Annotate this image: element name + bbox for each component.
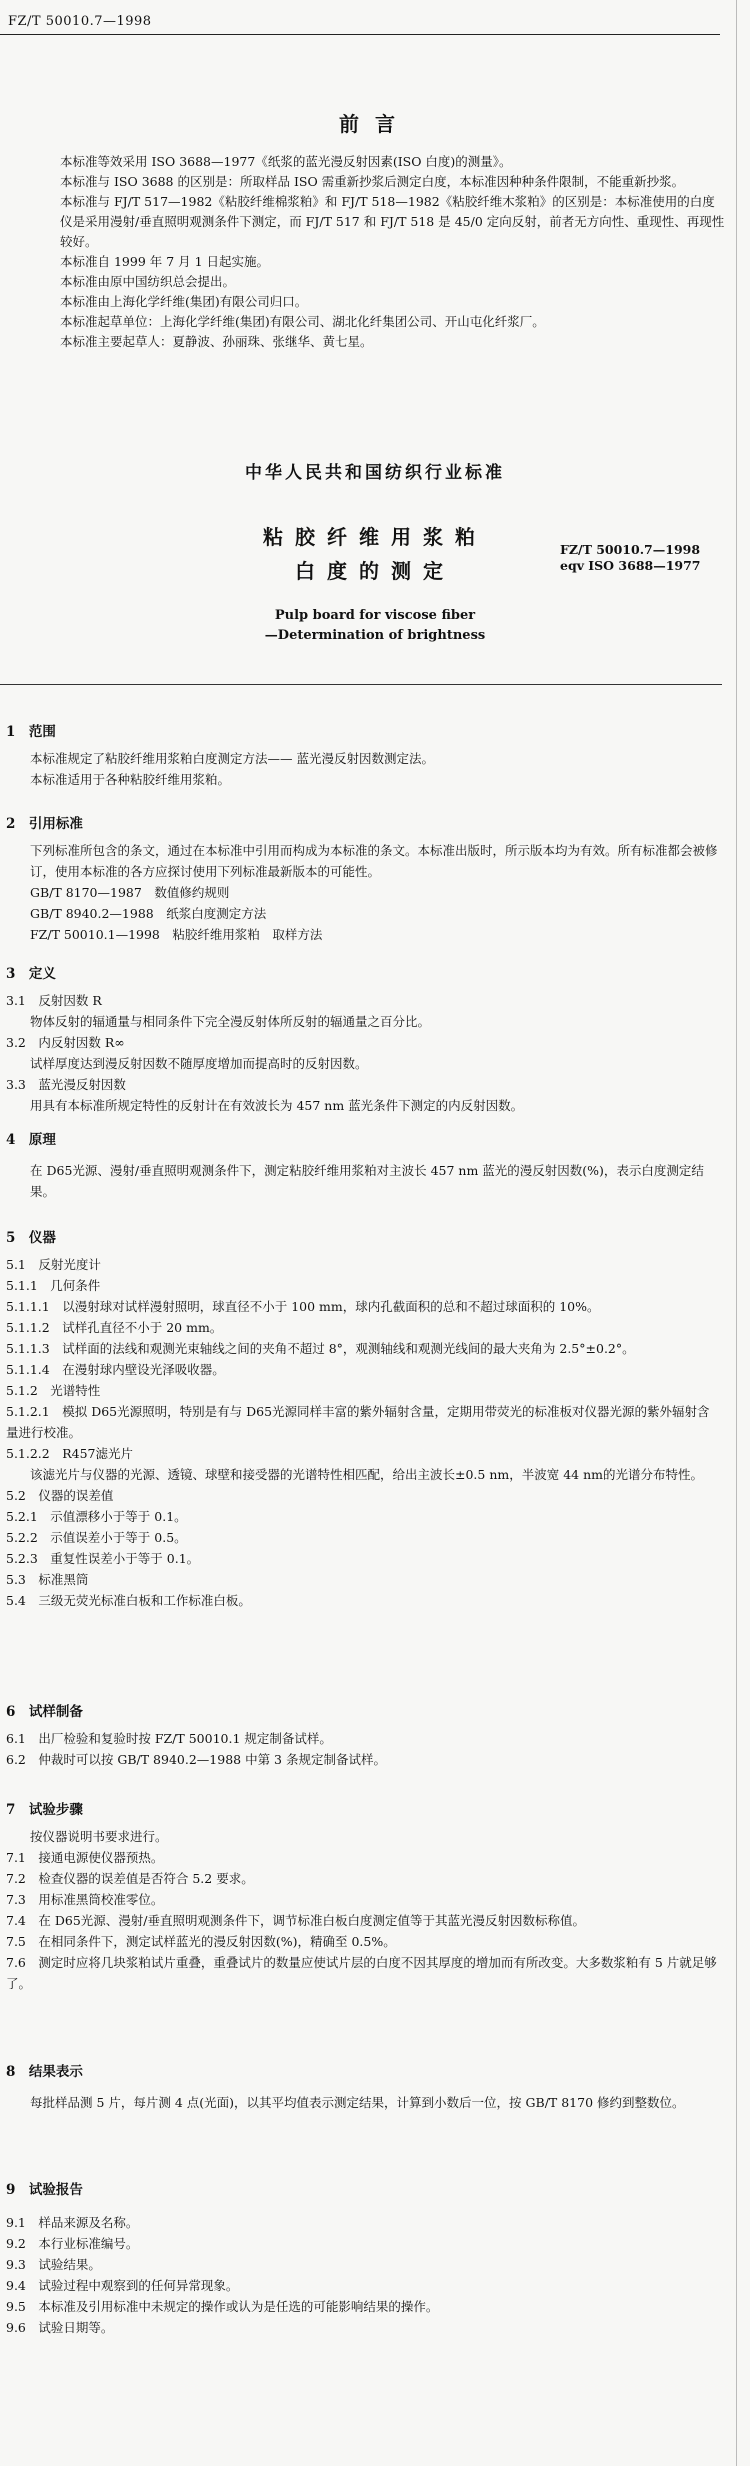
clause-item: 5.1.2.1 模拟 D65光源照明，特别是有与 D65光源同样丰富的紫外辐射含量，定期用带荧光的标准板对仪器光源的紫外辐射含量进行校准。 <box>6 1404 710 1440</box>
section-2-heading: 2 引用标准 <box>6 816 83 832</box>
title-cn-line1: 粘胶纤维用浆粕 <box>263 525 487 549</box>
section-3-heading: 3 定义 <box>6 966 56 982</box>
title-en-line1: Pulp board for viscose fiber <box>274 608 476 623</box>
clause-item: 5.2.1 示值漂移小于等于 0.1。 <box>6 1509 187 1524</box>
standard-code-block <box>560 542 701 574</box>
section-3-body <box>6 990 721 1116</box>
clause-item: 9.6 试验日期等。 <box>6 2320 114 2335</box>
clause-item: 5.1.1.4 在漫射球内壁设光泽吸收器。 <box>6 1362 225 1377</box>
clause-heading: 5.1.2 光谱特性 <box>6 1383 101 1398</box>
section-paragraph: 下列标准所包含的条文，通过在本标准中引用而构成为本标准的条文。本标准出版时，所示版本均为有效。所有标准都会被修订，使用本标准的各方应探讨使用下列标准最新版本的可能性。 <box>30 843 718 879</box>
section-7-heading: 7 试验步骤 <box>6 1802 83 1818</box>
section-1-heading: 1 范围 <box>6 724 56 740</box>
preface-body <box>36 152 726 352</box>
clause-heading: 5.1 反射光度计 <box>6 1257 101 1272</box>
clause-heading: 5.1.1 几何条件 <box>6 1278 101 1293</box>
clause-item: 5.2.3 重复性误差小于等于 0.1。 <box>6 1551 200 1566</box>
section-8-body <box>6 2092 721 2113</box>
clause-item: 9.4 试验过程中观察到的任何异常现象。 <box>6 2278 239 2293</box>
standard-title-en <box>0 606 750 646</box>
section-6-heading: 6 试样制备 <box>6 1704 83 1720</box>
section-8-heading: 8 结果表示 <box>6 2064 83 2080</box>
clause-item: 7.3 用标准黑筒校准零位。 <box>6 1892 164 1907</box>
section-5-heading: 5 仪器 <box>6 1230 56 1246</box>
preface-paragraph: 本标准等效采用 ISO 3688—1977《纸浆的蓝光漫反射因素(ISO 白度)的测量》。 <box>60 154 512 169</box>
section-2-body <box>6 840 721 945</box>
section-5-body <box>6 1254 721 1611</box>
reference-item: GB/T 8170—1987 数值修约规则 <box>30 885 230 900</box>
reference-item: FZ/T 50010.1—1998 粘胶纤维用浆粕 取样方法 <box>30 927 323 942</box>
clause-item: 7.4 在 D65光源、漫射/垂直照明观测条件下，调节标准白板白度测定值等于其蓝光漫反射因数标称值。 <box>6 1913 585 1928</box>
section-9-body <box>6 2212 721 2338</box>
clause-item: 5.1.1.3 试样面的法线和观测光束轴线之间的夹角不超过 8°，观测轴线和观测光线间的最大夹角为 2.5°±0.2°。 <box>6 1341 635 1356</box>
section-paragraph: 本标准规定了粘胶纤维用浆粕白度测定方法—— 蓝光漫反射因数测定法。 <box>30 751 434 766</box>
preface-paragraph: 本标准起草单位：上海化学纤维(集团)有限公司、湖北化纤集团公司、开山屯化纤浆厂。 <box>60 314 545 329</box>
clause-heading: 5.3 标准黑筒 <box>6 1572 89 1587</box>
section-paragraph: 该滤光片与仪器的光源、透镜、球壁和接受器的光谱特性相匹配，给出主波长±0.5 nm，半波宽 44 nm的光谱分布特性。 <box>30 1467 703 1482</box>
section-7-body <box>6 1826 721 1994</box>
clause-item: 7.6 测定时应将几块浆粕试片重叠，重叠试片的数量应使试片层的白度不因其厚度的增加而有所改变。大多数浆粕有 5 片就足够了。 <box>6 1955 717 1991</box>
clause-item: 9.2 本行业标准编号。 <box>6 2236 139 2251</box>
clause-item: 5.1.1.2 试样孔直径不小于 20 mm。 <box>6 1320 223 1335</box>
clause-item: 5.2.2 示值误差小于等于 0.5。 <box>6 1530 187 1545</box>
clause-item: 7.2 检查仪器的误差值是否符合 5.2 要求。 <box>6 1871 254 1886</box>
section-paragraph: 用具有本标准所规定特性的反射计在有效波长为 457 nm 蓝光条件下测定的内反射因数。 <box>30 1098 524 1113</box>
header-rule <box>0 34 720 35</box>
preface-paragraph: 本标准主要起草人：夏静波、孙丽珠、张继华、黄七星。 <box>60 334 373 349</box>
preface-paragraph: 本标准自 1999 年 7 月 1 日起实施。 <box>60 254 270 269</box>
clause-item: 7.1 接通电源使仪器预热。 <box>6 1850 164 1865</box>
preface-paragraph: 本标准与 FJ/T 517—1982《粘胶纤维棉浆粕》和 FJ/T 518—1982《粘胶纤维木浆粕》的区别是：本标准使用的白度仪是采用漫射/垂直照明观测条件下测定，而 FJ/T 517 和 FJ/T 518 是 45/0 定向反射，前者无方向性、重现性、再现性较好。 <box>60 194 725 249</box>
clause-item: 6.1 出厂检验和复验时按 FZ/T 50010.1 规定制备试样。 <box>6 1731 332 1746</box>
section-paragraph: 每批样品测 5 片，每片测 4 点(光面)，以其平均值表示测定结果，计算到小数后一位，按 GB/T 8170 修约到整数位。 <box>30 2095 685 2110</box>
clause-item: 5.1.1.1 以漫射球对试样漫射照明，球直径不小于 100 mm，球内孔截面积的总和不超过球面积的 10%。 <box>6 1299 600 1314</box>
section-1-body <box>6 748 721 790</box>
clause-item: 9.3 试验结果。 <box>6 2257 101 2272</box>
preface-paragraph: 本标准与 ISO 3688 的区别是：所取样品 ISO 需重新抄浆后测定白度，本标准因种种条件限制，不能重新抄浆。 <box>60 174 685 189</box>
clause-item: 6.2 仲裁时可以按 GB/T 8940.2—1988 中第 3 条规定制备试样。 <box>6 1752 386 1767</box>
section-4-heading: 4 原理 <box>6 1132 56 1148</box>
page-header-code: FZ/T 50010.7—1998 <box>8 14 152 29</box>
section-paragraph: 物体反射的辐通量与相同条件下完全漫反射体所反射的辐通量之百分比。 <box>30 1014 431 1029</box>
title-en-line2: —Determination of brightness <box>264 628 486 643</box>
title-rule <box>0 684 722 685</box>
title-cn-line2: 白度的测定 <box>295 559 455 583</box>
equivalent-code: eqv ISO 3688—1977 <box>560 558 701 573</box>
clause-item: 9.1 样品来源及名称。 <box>6 2215 139 2230</box>
section-paragraph: 试样厚度达到漫反射因数不随厚度增加而提高时的反射因数。 <box>30 1056 368 1071</box>
preface-paragraph: 本标准由上海化学纤维(集团)有限公司归口。 <box>60 294 308 309</box>
preface-paragraph: 本标准由原中国纺织总会提出。 <box>60 274 236 289</box>
reference-item: GB/T 8940.2—1988 纸浆白度测定方法 <box>30 906 267 921</box>
clause-item: 7.5 在相同条件下，测定试样蓝光的漫反射因数(%)，精确至 0.5%。 <box>6 1934 396 1949</box>
standard-code: FZ/T 50010.7—1998 <box>560 542 701 557</box>
page-edge-line <box>736 0 737 2466</box>
section-4-body <box>6 1160 721 1202</box>
clause-heading: 3.2 内反射因数 R∞ <box>6 1035 125 1050</box>
clause-heading: 3.1 反射因数 R <box>6 993 102 1008</box>
clause-heading: 5.1.2.2 R457滤光片 <box>6 1446 134 1461</box>
clause-heading: 5.2 仪器的误差值 <box>6 1488 114 1503</box>
clause-heading: 3.3 蓝光漫反射因数 <box>6 1077 126 1092</box>
section-9-heading: 9 试验报告 <box>6 2182 83 2198</box>
section-paragraph: 按仪器说明书要求进行。 <box>30 1829 168 1844</box>
clause-item: 9.5 本标准及引用标准中未规定的操作或认为是任选的可能影响结果的操作。 <box>6 2299 439 2314</box>
standard-body-heading: 中华人民共和国纺织行业标准 <box>245 463 505 483</box>
preface-title: 前言 <box>339 112 411 136</box>
clause-heading: 5.4 三级无荧光标准白板和工作标准白板。 <box>6 1593 251 1608</box>
section-6-body <box>6 1728 721 1770</box>
section-paragraph: 本标准适用于各种粘胶纤维用浆粕。 <box>30 772 231 787</box>
section-paragraph: 在 D65光源、漫射/垂直照明观测条件下，测定粘胶纤维用浆粕对主波长 457 nm 蓝光的漫反射因数(%)，表示白度测定结果。 <box>30 1163 704 1199</box>
